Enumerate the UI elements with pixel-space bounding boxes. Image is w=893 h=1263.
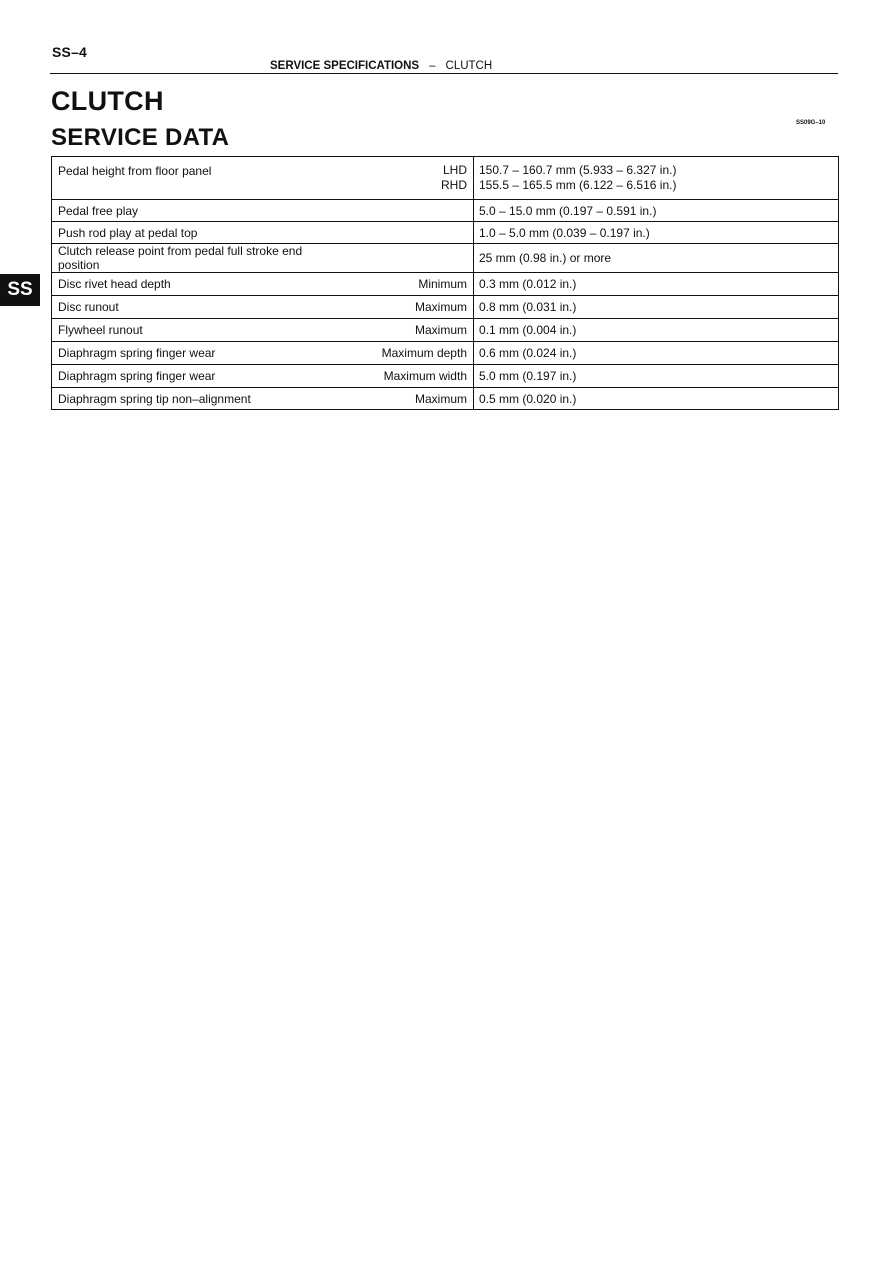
figure-code: SS09G–10: [796, 120, 826, 126]
value-rhd: 155.5 – 165.5 mm (6.122 – 6.516 in.): [479, 178, 677, 192]
service-data-table: [51, 156, 839, 410]
condition-cell: Maximum: [334, 296, 474, 319]
condition-cell: Minimum: [334, 273, 474, 296]
condition-cell: [334, 222, 474, 244]
header-separator: –: [429, 60, 436, 72]
item-cell: Push rod play at pedal top: [52, 222, 334, 244]
section-tab: SS: [0, 274, 40, 306]
item-cell: Diaphragm spring finger wear: [52, 365, 334, 388]
table-row: [52, 222, 839, 244]
table-row: [52, 296, 839, 319]
condition-cell: Maximum: [334, 319, 474, 342]
value-lhd: 150.7 – 160.7 mm (5.933 – 6.327 in.): [479, 163, 677, 177]
table-row: [52, 244, 839, 273]
table-row: [52, 388, 839, 410]
value-cell: 0.3 mm (0.012 in.): [474, 273, 839, 296]
running-header: [50, 60, 838, 74]
value-cell: 25 mm (0.98 in.) or more: [474, 244, 839, 273]
condition-cell: [334, 157, 474, 200]
value-cell: 5.0 mm (0.197 in.): [474, 365, 839, 388]
condition-lhd: LHD: [442, 163, 467, 177]
header-section: SERVICE SPECIFICATIONS: [270, 60, 420, 72]
item-cell: Disc rivet head depth: [52, 273, 334, 296]
condition-cell: Maximum depth: [334, 342, 474, 365]
page-number: SS–4: [52, 44, 88, 60]
table-row: [52, 157, 839, 200]
table-row: [52, 319, 839, 342]
condition-cell: [334, 244, 474, 273]
condition-cell: Maximum width: [334, 365, 474, 388]
value-cell: 0.8 mm (0.031 in.): [474, 296, 839, 319]
item-cell: Flywheel runout: [52, 319, 334, 342]
table-row: [52, 273, 839, 296]
item-cell: Disc runout: [52, 296, 334, 319]
condition-cell: Maximum: [334, 388, 474, 410]
table-row: [52, 365, 839, 388]
condition-rhd: RHD: [441, 178, 467, 192]
section-title: SERVICE DATA: [51, 124, 230, 151]
table-row: [52, 200, 839, 222]
condition-cell: [334, 200, 474, 222]
header-subsection: CLUTCH: [445, 60, 493, 72]
value-cell: [474, 157, 839, 200]
item-cell: Pedal free play: [52, 200, 334, 222]
value-cell: 1.0 – 5.0 mm (0.039 – 0.197 in.): [474, 222, 839, 244]
item-cell: Diaphragm spring tip non–alignment: [52, 388, 334, 410]
item-cell: Pedal height from floor panel: [52, 157, 334, 200]
page-title: CLUTCH: [51, 86, 164, 116]
running-header-text: [270, 60, 492, 72]
value-cell: 5.0 – 15.0 mm (0.197 – 0.591 in.): [474, 200, 839, 222]
item-cell: Diaphragm spring finger wear: [52, 342, 334, 365]
value-cell: 0.6 mm (0.024 in.): [474, 342, 839, 365]
value-cell: 0.1 mm (0.004 in.): [474, 319, 839, 342]
value-cell: 0.5 mm (0.020 in.): [474, 388, 839, 410]
item-cell: Clutch release point from pedal full stroke end position: [52, 244, 334, 273]
table-row: [52, 342, 839, 365]
